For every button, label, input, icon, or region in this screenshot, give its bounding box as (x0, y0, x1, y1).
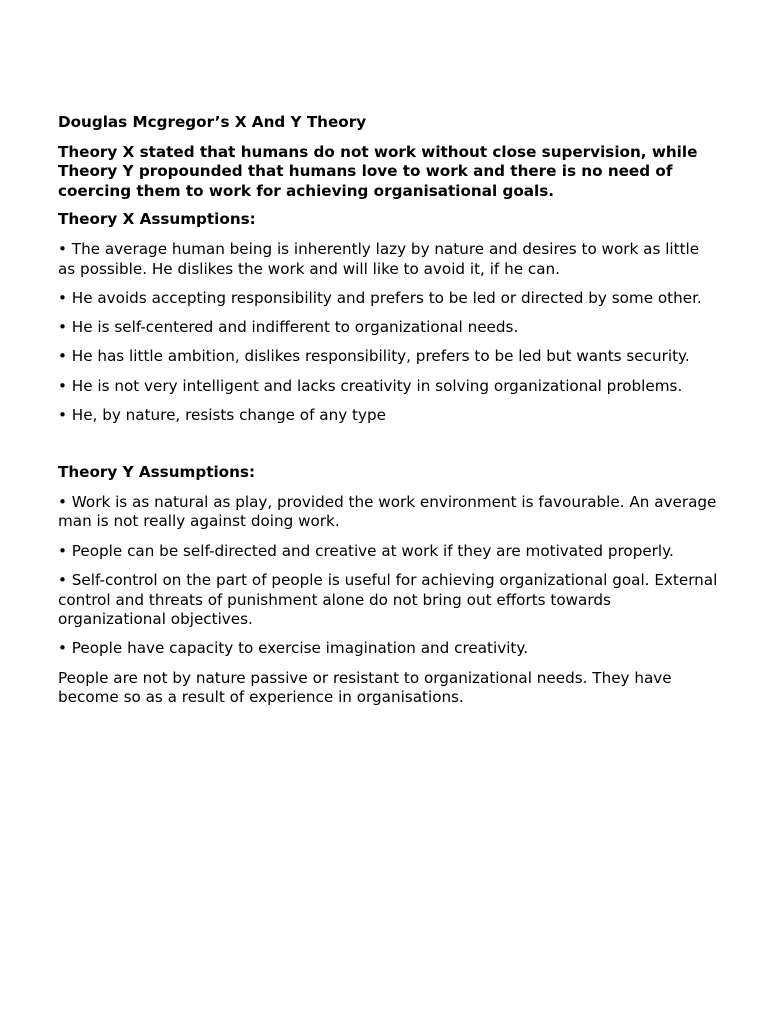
theory-y-list (58, 493, 720, 659)
list-item: • He has little ambition, dislikes responsibility, prefers to be led but wants security. (58, 347, 690, 366)
intro-paragraph: Theory X stated that humans do not work without close supervision, while Theory Y propounded that humans love to work and there is no need of coercing them to work for achieving organisational goals. (58, 142, 698, 200)
list-item: • The average human being is inherently lazy by nature and desires to work as little as possible. He dislikes the work and will like to avoid it, if he can. (58, 239, 700, 278)
theory-x-heading: Theory X Assumptions: (58, 210, 256, 229)
closing-paragraph: People are not by nature passive or resistant to organizational needs. They have become so as a result of experience in organisations. (58, 668, 672, 707)
list-item: • People have capacity to exercise imagination and creativity. (58, 639, 529, 658)
list-item: • People can be self-directed and creative at work if they are motivated properly. (58, 541, 674, 560)
list-item: • He is self-centered and indifferent to organizational needs. (58, 318, 519, 337)
list-item: • He, by nature, resists change of any type (58, 405, 386, 424)
list-item: • He avoids accepting responsibility and prefers to be led or directed by some other. (58, 288, 702, 307)
theory-y-heading: Theory Y Assumptions: (58, 463, 256, 482)
list-item: • He is not very intelligent and lacks creativity in solving organizational problems. (58, 376, 683, 395)
list-item: • Self-control on the part of people is useful for achieving organizational goal. External control and threats of punishment alone do not bring out efforts towards organizational objectives. (58, 571, 718, 629)
document-page (58, 113, 720, 708)
theory-x-list (58, 240, 720, 426)
document-title: Douglas Mcgregor’s X And Y Theory (58, 113, 367, 131)
list-item: • Work is as natural as play, provided the work environment is favourable. An average man is not really against doing work. (58, 492, 717, 531)
section-spacer (58, 435, 720, 463)
